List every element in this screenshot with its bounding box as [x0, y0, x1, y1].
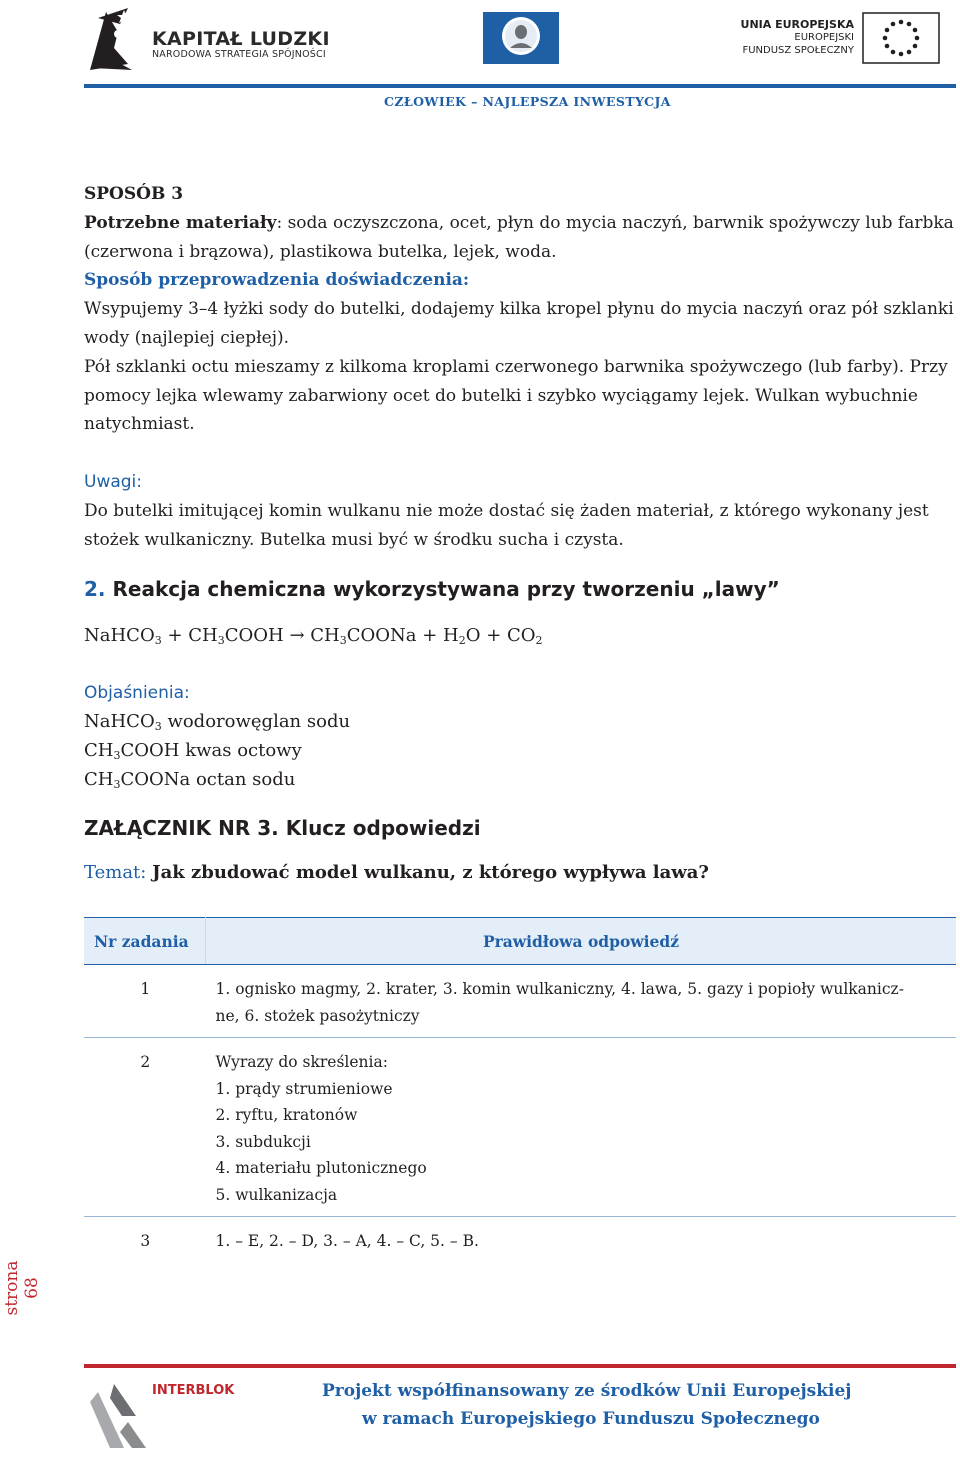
explanation-item	[84, 708, 956, 737]
formula-subscript: 3	[113, 778, 121, 791]
answer-line: 1. prądy strumieniowe	[215, 1079, 393, 1098]
reaction-heading	[84, 575, 956, 604]
footer-funding-line-1: Projekt współfinansowany ze środków Unii Europejskiej	[322, 1381, 852, 1401]
topic-line	[84, 859, 956, 888]
answer-line: ne, 6. stożek pasożytniczy	[215, 1006, 420, 1025]
table-row	[84, 1038, 956, 1217]
eq-part: COONa + H	[346, 625, 459, 646]
page-number-label: strona 68	[2, 1260, 42, 1316]
portrait-emblem-icon	[483, 12, 559, 64]
topic-label: Temat:	[84, 862, 153, 883]
attachment-heading	[84, 814, 956, 843]
ue-title: UNIA EUROPEJSKA	[740, 18, 854, 31]
reaction-equation	[84, 622, 956, 651]
reaction-heading-text: Reakcja chemiczna wykorzystywana przy tworzeniu „lawy”	[112, 577, 780, 601]
formula-description: wodorowęglan sodu	[161, 711, 351, 732]
page-header	[0, 0, 960, 120]
reaction-arrow-icon: →	[289, 625, 305, 646]
formula-part: CH	[84, 769, 114, 790]
eu-flag-icon	[862, 12, 940, 64]
answer-line: 5. wulkanizacja	[215, 1185, 338, 1204]
explanations-label: Objaśnienia:	[84, 683, 190, 703]
explanation-item	[84, 766, 956, 795]
eq-subscript: 3	[339, 634, 347, 647]
materials-label: Potrzebne materiały	[84, 213, 277, 233]
materials-text: : soda oczyszczona, ocet, płyn do mycia naczyń, barwnik spożywczy lub farbka (czerwona i brązowa), plastikowa butelka, lejek, woda.	[84, 213, 954, 262]
ue-subtitle-1: EUROPEJSKI	[794, 32, 854, 43]
answer-line: 2. ryftu, kratonów	[215, 1106, 358, 1124]
procedure-paragraph-1: Wsypujemy 3–4 łyżki sody do butelki, dodajemy kilka kropel płynu do mycia naczyń oraz pół szklanki wody (najlepiej ciepłej).	[84, 299, 954, 348]
answer-key-table	[84, 917, 956, 1263]
answer-line: Wyrazy do skreślenia:	[215, 1053, 388, 1071]
explanation-item	[84, 737, 956, 766]
procedure-label: Sposób przeprowadzenia doświadczenia:	[84, 270, 470, 290]
eq-subscript: 2	[458, 634, 466, 647]
formula-subscript: 3	[154, 720, 162, 733]
header-divider	[84, 84, 956, 88]
table-header-row	[84, 918, 956, 965]
interblok-name: INTERBLOK	[152, 1383, 235, 1398]
footer-divider	[84, 1364, 956, 1368]
eq-part: CH	[304, 625, 340, 646]
procedure-paragraph-2: Pół szklanki octu mieszamy z kilkoma kroplami czerwonego barwnika spożywczego (lub farby). Przy pomocy lejka wlewamy zabarwiony ocet do butelki i szybko wyciągamy lejek. Wulkan wybuchnie natychmiast.	[84, 357, 948, 434]
task-number: 2	[84, 1038, 206, 1217]
footer-funding-line-2: w ramach Europejskiego Funduszu Społecznego	[362, 1409, 820, 1429]
task-number: 1	[84, 965, 206, 1038]
attachment-number: ZAŁĄCZNIK NR 3.	[84, 816, 279, 840]
eq-part: O + CO	[465, 625, 536, 646]
eq-part: COOH	[224, 625, 290, 646]
eq-subscript: 2	[535, 634, 543, 647]
method-heading: SPOSÓB 3	[84, 184, 184, 204]
attachment-title: Klucz odpowiedzi	[278, 816, 481, 840]
eq-part: NaHCO	[84, 625, 155, 646]
answer-line: 4. materiału plutonicznego	[215, 1159, 427, 1177]
answer-line: 1. – E, 2. – D, 3. – A, 4. – C, 5. – B.	[215, 1232, 479, 1250]
answer-cell	[206, 1038, 957, 1217]
formula-description: COONa octan sodu	[120, 769, 296, 790]
notes-heading: Uwagi:	[84, 472, 143, 492]
formula-part: NaHCO	[84, 711, 155, 732]
table-row	[84, 1217, 956, 1263]
table-row	[84, 965, 956, 1038]
eq-subscript: 3	[217, 634, 225, 647]
kapital-ludzki-subtitle: NARODOWA STRATEGIA SPÓJNOŚCI	[152, 49, 326, 60]
motto: CZŁOWIEK – NAJLEPSZA INWESTYCJA	[384, 94, 671, 109]
answer-line: 3. subdukcji	[215, 1132, 311, 1151]
column-header-answer: Prawidłowa odpowiedź	[206, 918, 957, 965]
kapital-ludzki-title: KAPITAŁ LUDZKI	[152, 28, 330, 50]
ue-subtitle-2: FUNDUSZ SPOŁECZNY	[742, 45, 854, 56]
answer-cell	[206, 965, 957, 1038]
topic-text: Jak zbudować model wulkanu, z którego wypływa lawa?	[152, 862, 709, 883]
materials-paragraph	[84, 209, 956, 266]
eq-part: + CH	[161, 625, 218, 646]
answer-cell	[206, 1217, 957, 1263]
formula-part: CH	[84, 740, 114, 761]
formula-subscript: 3	[113, 749, 121, 762]
formula-description: COOH kwas octowy	[120, 740, 302, 761]
notes-text: Do butelki imitującej komin wulkanu nie może dostać się żaden materiał, z którego wykonany jest stożek wulkaniczny. Butelka musi być w środku sucha i czysta.	[84, 501, 929, 550]
task-number: 3	[140, 1232, 151, 1250]
column-header-nr: Nr zadania	[84, 918, 206, 965]
answer-line: 1. ognisko magmy, 2. krater, 3. komin wulkaniczny, 4. lawa, 5. gazy i popioły wulkanicz-	[215, 980, 904, 998]
eq-subscript: 3	[154, 634, 162, 647]
reaction-heading-number: 2.	[84, 577, 106, 601]
